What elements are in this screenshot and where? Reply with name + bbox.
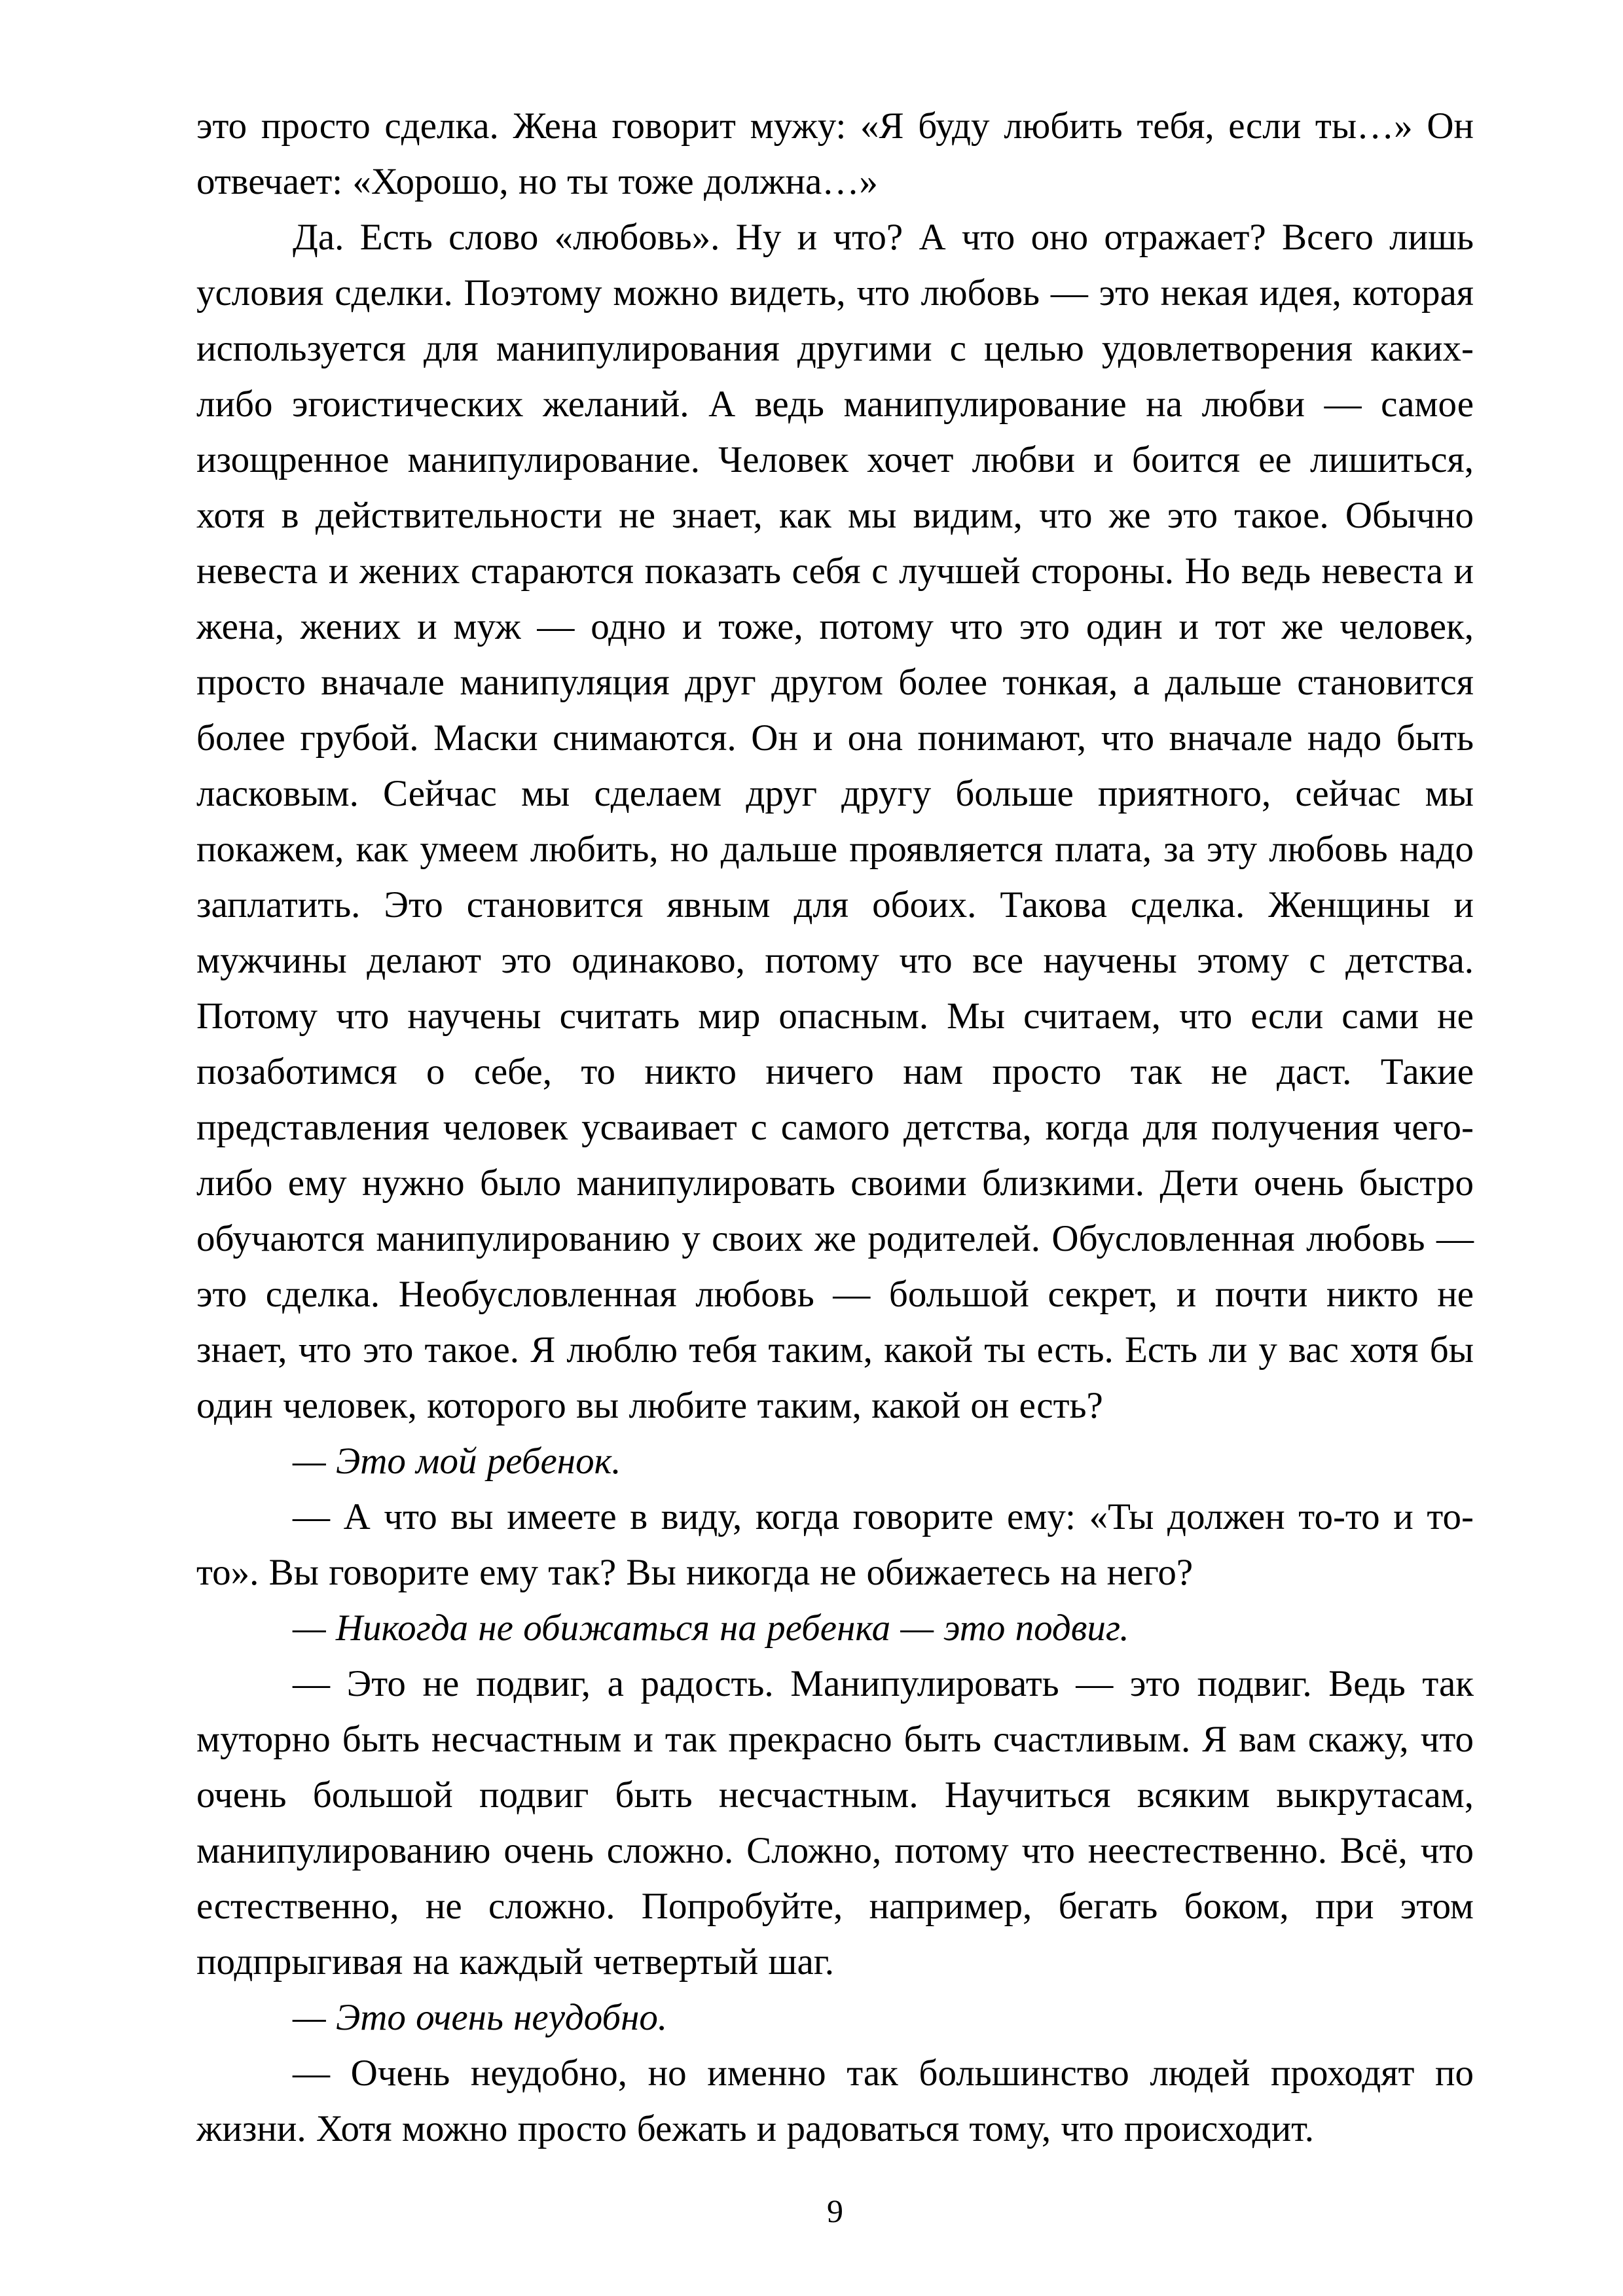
paragraph: это просто сделка. Жена говорит мужу: «Я буду любить тебя, если ты…» Он отвечает: «Хорошо, но ты тоже должна…»	[196, 105, 1474, 202]
paragraph: — Никогда не обижаться на ребенка — это подвиг.	[293, 1607, 1129, 1649]
paragraph: — Это мой ребенок.	[293, 1441, 621, 1482]
text-block	[196, 98, 1474, 2157]
paragraph: — Очень неудобно, но именно так большинство людей проходят по жизни. Хотя можно просто бежать и радоваться тому, что происходит.	[196, 2053, 1474, 2149]
paragraph: — Это не подвиг, а радость. Манипулировать — это подвиг. Ведь так муторно быть несчастным и так прекрасно быть счастливым. Я вам скажу, что очень большой подвиг быть несчастным. Научиться всяким выкрутасам, манипулированию очень сложно. Сложно, потому что неестественно. Всё, что естественно, не сложно. Попробуйте, например, бегать боком, при этом подпрыгивая на каждый четвертый шаг.	[196, 1663, 1474, 1982]
paragraph: — Это очень неудобно.	[293, 1997, 668, 2038]
page-number: 9	[827, 2193, 843, 2229]
paragraph: Да. Есть слово «любовь». Ну и что? А что оно отражает? Всего лишь условия сделки. Поэтому можно видеть, что любовь — это некая идея, которая используется для манипулирования другими с целью удовлетворения каких-либо эгоистических желаний. А ведь манипулирование на любви — самое изощренное манипулирование. Человек хочет любви и боится ее лишиться, хотя в действительности не знает, как мы видим, что же это такое. Обычно невеста и жених стараются показать себя с лучшей стороны. Но ведь невеста и жена, жених и муж — одно и тоже, потому что это один и тот же человек, просто вначале манипуляция друг другом более тонкая, а дальше становится более грубой. Маски снимаются. Он и она понимают, что вначале надо быть ласковым. Сейчас мы сделаем друг другу больше приятного, сейчас мы покажем, как умеем любить, но дальше проявляется плата, за эту любовь надо заплатить. Это становится явным для обоих. Такова сделка. Женщины и мужчины делают это одинаково, потому что все научены этому с детства. Потому что научены считать мир опасным. Мы считаем, что если сами не позаботимся о себе, то никто ничего нам просто так не даст. Такие представления человек усваивает с самого детства, когда для получения чего-либо ему нужно было манипулировать своими близкими. Дети очень быстро обучаются манипулированию у своих же родителей. Обусловленная любовь — это сделка. Необусловленная любовь — большой секрет, и почти никто не знает, что это такое. Я люблю тебя таким, какой ты есть. Есть ли у вас хотя бы один человек, которого вы любите таким, какой он есть?	[196, 217, 1474, 1426]
paragraph: — А что вы имеете в виду, когда говорите ему: «Ты должен то-то и то-то». Вы говорите ему так? Вы никогда не обижаетесь на него?	[196, 1496, 1474, 1593]
